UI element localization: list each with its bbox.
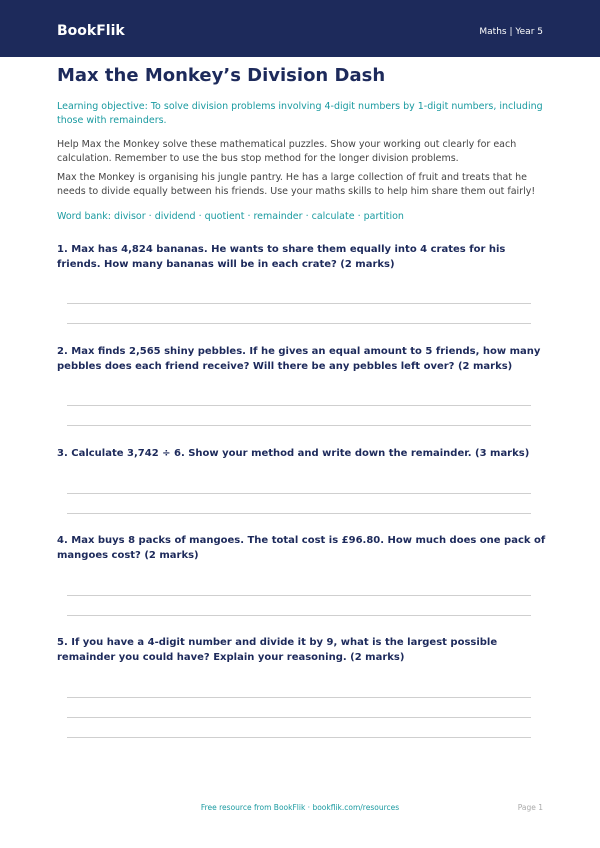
page-number: Page 1: [517, 803, 543, 812]
question-1: 1. Max has 4,824 bananas. He wants to share them equally into 4 crates for his friends. How many bananas will be in each crate? (2 marks): [57, 244, 506, 270]
subject-meta: Maths | Year 5: [479, 27, 543, 37]
answer-line[interactable]: [67, 323, 531, 324]
word-bank: Word bank: divisor · dividend · quotient · remainder · calculate · partition: [57, 211, 404, 222]
answer-line[interactable]: [67, 615, 531, 616]
page-title: Max the Monkey’s Division Dash: [57, 65, 386, 86]
footer-text[interactable]: Free resource from BookFlik · bookflik.com/resources: [200, 803, 400, 812]
answer-line[interactable]: [67, 737, 531, 738]
answer-line[interactable]: [67, 493, 531, 494]
question-2: 2. Max finds 2,565 shiny pebbles. If he gives an equal amount to 5 friends, how many pebbles does each friend receive? Will there be any pebbles left over? (2 marks): [57, 346, 541, 372]
answer-line[interactable]: [67, 717, 531, 718]
learning-objective: Learning objective: To solve division problems involving 4-digit numbers by 1-digit numbers, including those with remainders.: [57, 101, 543, 126]
question-3: 3. Calculate 3,742 ÷ 6. Show your method and write down the remainder. (3 marks): [57, 448, 530, 459]
page-header: [0, 0, 600, 57]
question-5: 5. If you have a 4-digit number and divide it by 9, what is the largest possible remainder you could have? Explain your reasoning. (2 marks): [57, 637, 498, 663]
intro-paragraph-2: Max the Monkey is organising his jungle pantry. He has a large collection of fruit and treats that he needs to divide equally between his friends. Use your maths skills to help him share them out fairly!: [57, 172, 536, 197]
answer-line[interactable]: [67, 303, 531, 304]
answer-line[interactable]: [67, 513, 531, 514]
answer-line[interactable]: [67, 697, 531, 698]
question-4: 4. Max buys 8 packs of mangoes. The total cost is £96.80. How much does one pack of mangoes cost? (2 marks): [57, 535, 546, 561]
answer-line[interactable]: [67, 425, 531, 426]
answer-line[interactable]: [67, 405, 531, 406]
intro-paragraph-1: Help Max the Monkey solve these mathematical puzzles. Show your working out clearly for each calculation. Remember to use the bus stop method for the longer division problems.: [57, 139, 517, 164]
answer-line[interactable]: [67, 595, 531, 596]
brand-logo-text[interactable]: BookFlik: [57, 23, 125, 39]
